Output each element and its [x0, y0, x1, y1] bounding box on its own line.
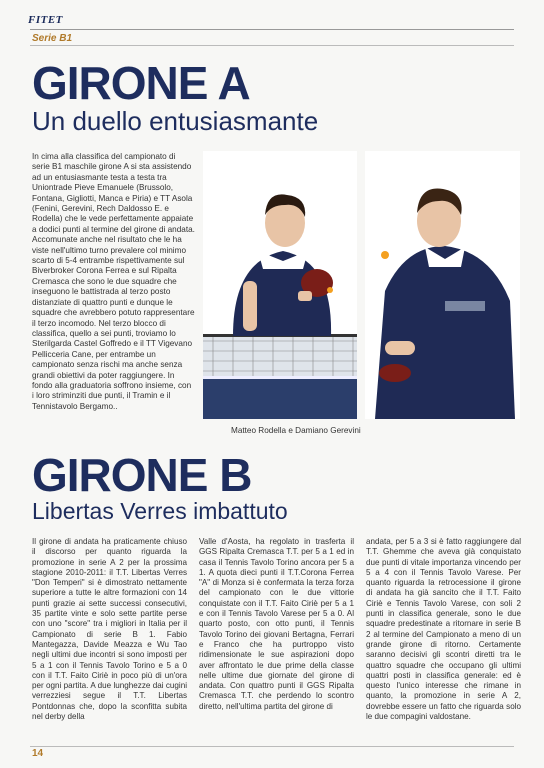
photo-gerevini: [365, 151, 520, 419]
footer-divider: [30, 746, 514, 747]
page-number: 14: [32, 748, 44, 759]
girone-a-body: In cima alla classifica del campionato di serie B1 maschile girone A si sta assistendo ad un entusiasmante testa a testa tra Uniontrade Pieve Emanuele (Brussolo, Fontana, Gigliotti, Manca e Piria) e TT Asola (Fenini, Gerevini, Rech Daldosso E. e Rodella) che le vede perfettamente appaiate a dodici punti al termine del girone di andata. Accomunate anche nel risultato che le ha viste nell'ultimo turno prevalere col minimo scarto di 5-4 entrambe rispettivamente sul Biverbroker Corona Ferrea e sul Ripalta Cremasca che sono le due squadre che inseguono le battistrada al terzo posto distanziate di quattro punti e dunque le squadre che avrebbero potuto rappresentare il terzo incomodo. Nel terzo blocco di classifica, quello a sei punti, troviamo lo Sterilgarda Castel Goffredo e il TT Vigevano Pellicceria Cane, per entrambe un campionato senza rischi ma anche senza grandi obiettivi da poter raggiungere. In fondo alla graduatoria soffrono insieme, con i loro striminziti due punti, il Tramin e il Tennistavolo Bergamo..: [32, 152, 195, 411]
photo-rodella: [203, 151, 357, 419]
header-divider: [30, 29, 514, 30]
section-label: Serie B1: [32, 33, 73, 44]
girone-a-title: GIRONE A: [32, 57, 250, 109]
girone-b-subtitle: Libertas Verres imbattuto: [32, 498, 288, 524]
girone-b-column-1: Il girone di andata ha praticamente chiuso il discorso per quanto riguarda la promozione in serie A 2 per la prossima stagione 2010-2011: il T.T. Libertas Verres "Don Temperi" si è dimostrato nettamente superiore a tutte le altre formazioni con 14 punti grazie ai sette successi consecutivi, 35 partite vinte e solo sette partite perse con uno "score" tra i migliori in Italia per il Campionato di serie B 1. Fabio Mantegazza, Davide Meazza e Wu Tao negli ultimi due incontri si sono imposti per 5 a 1 con il Tennis Tavolo Torino e 5 a 0 con il T.T. Faito Ciriè in poco più di un'ora per ogni partita. A due lunghezze dai cugini verrezziesi segue il T.T. Libertas Pontdonnas che, dopo la sconfitta subita nel derby della: [32, 537, 187, 722]
photo-caption: Matteo Rodella e Damiano Gerevini: [231, 426, 361, 435]
girone-b-title: GIRONE B: [32, 449, 252, 501]
girone-b-column-2: Valle d'Aosta, ha regolato in trasferta il GGS Ripalta Cremasca T.T. per 5 a 1 ed in casa il Tennis Tavolo Torino ancora per 5 a 1. A quota dieci punti il T.T.Corona Ferrea "A" di Monza si è confermata la terza forza del campionato con le due vittorie conquistate con il T.T. Faito Ciriè per 5 a 1 e con il Tennis Tavolo Varese per 5 a 0. Al quarto posto, con otto punti, il Tennis Tavolo Torino dei giovani Bertagna, Ferrari e Franco che ha purtroppo visto ridimensionate le sue aspirazioni dopo aver affrontato le due prime della classe nelle ultime due giornate del girone di andata. Con quattro punti il GGS Ripalta Cremasca T.T. che perdendo lo scontro diretto, nell'ultima partita del girone di: [199, 537, 354, 711]
girone-b-column-3: andata, per 5 a 3 si è fatto raggiungere dal T.T. Ghemme che aveva già conquistato due punti di vitale importanza vincendo per 5 a 4 con il Tennis Tavolo Varese. Per quanto riguarda la retrocessione il girone di andata ha già sancito che il T.T. Faito Ciriè e Tennis Tavolo Varese, con soli 2 punti in classifica generale, sono le due squadre predestinate a ritornare in serie B 2 al termine del Campionato a meno di un grande girone di ritorno. Certamente saranno decisivi gli scontri diretti tra le quattro squadre che occupano gli ultimi quattri posti in classifica generale: ed è questo l'unico interesse che rimane in quanto, la promozione in serie A 2, dovrebbe essere un fatto che riguarda solo le due compagini valdostane.: [366, 537, 521, 722]
fitet-logo: FITET: [28, 14, 63, 26]
girone-a-subtitle: Un duello entusiasmante: [32, 106, 319, 136]
header-divider-lower: [30, 45, 514, 46]
